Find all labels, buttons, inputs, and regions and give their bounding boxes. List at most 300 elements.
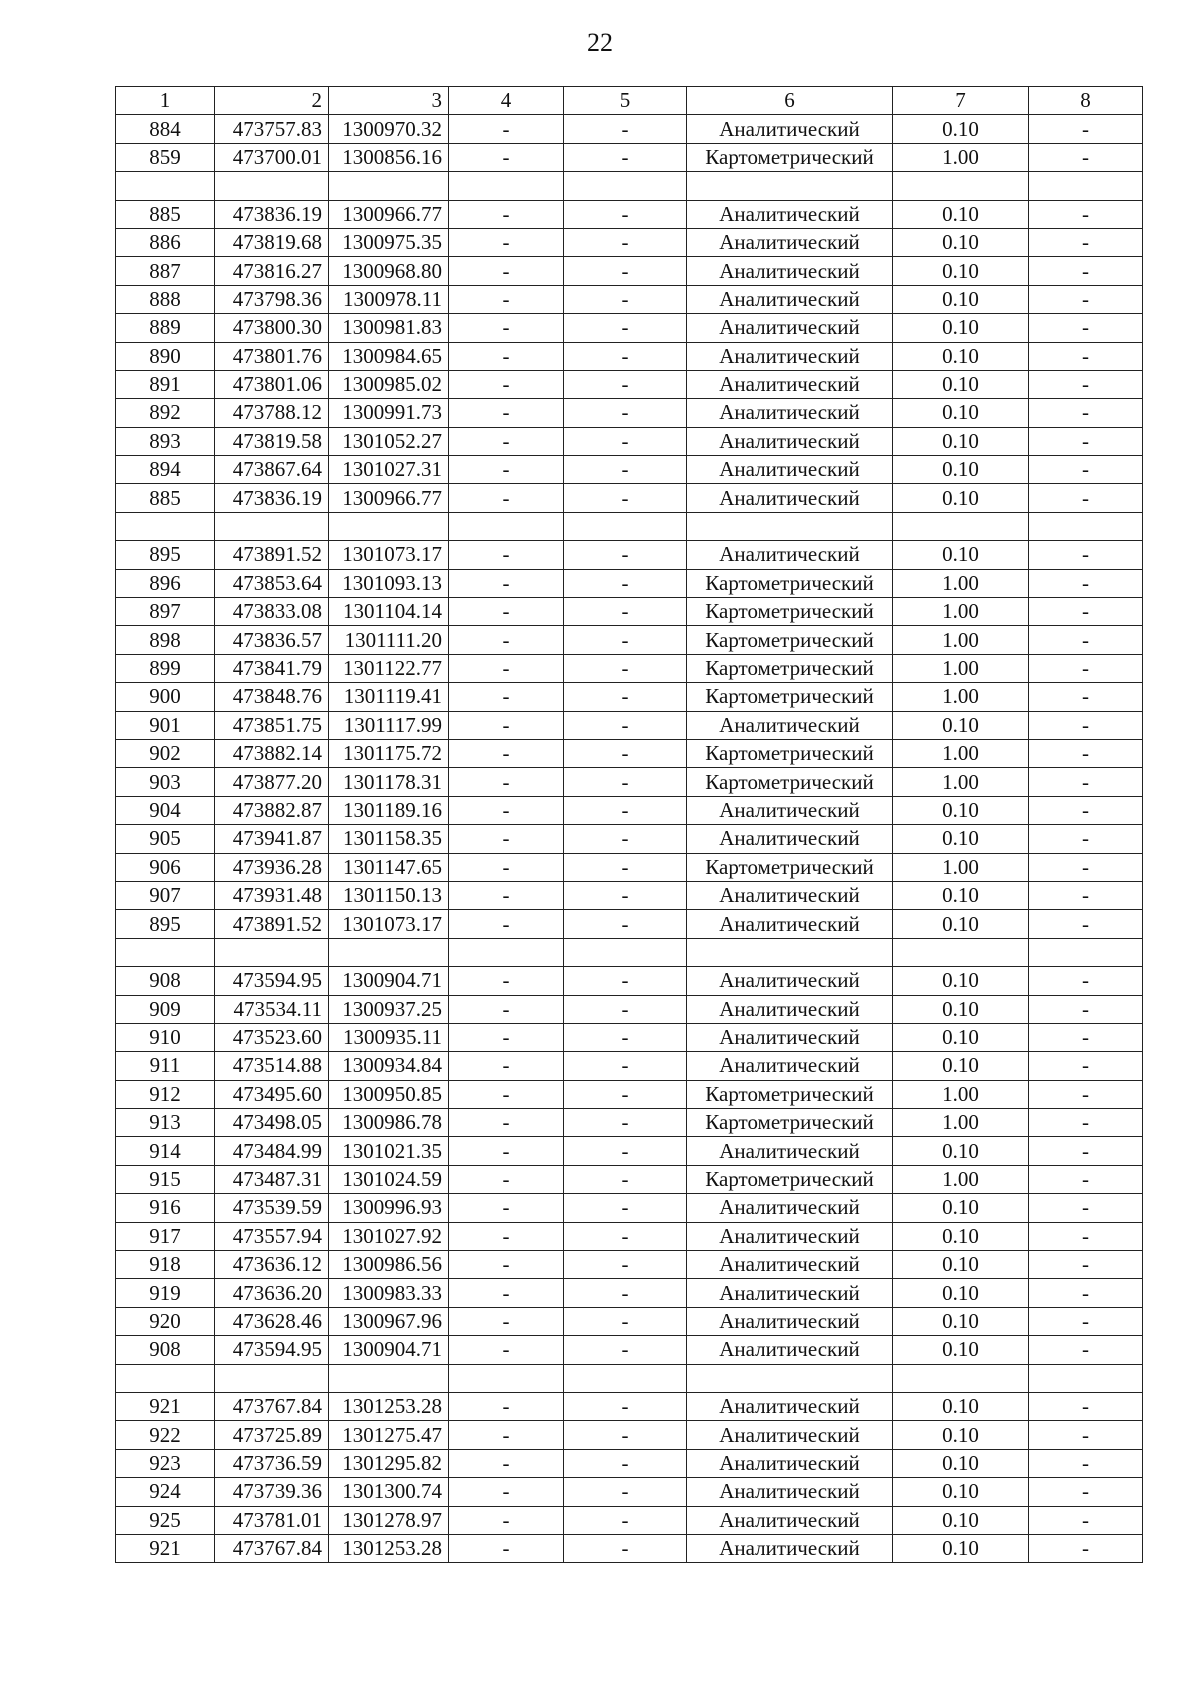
cell-col-2: 473594.95 bbox=[215, 1336, 329, 1364]
header-cell-col-7: 7 bbox=[893, 87, 1029, 115]
cell-col-7 bbox=[893, 1364, 1029, 1392]
cell-col-1: 893 bbox=[116, 427, 215, 455]
cell-col-5: - bbox=[564, 1137, 687, 1165]
cell-col-7: 0.10 bbox=[893, 1506, 1029, 1534]
cell-col-8: - bbox=[1029, 285, 1143, 313]
cell-col-2: 473891.52 bbox=[215, 541, 329, 569]
cell-col-3: 1301253.28 bbox=[329, 1534, 449, 1562]
cell-col-5 bbox=[564, 512, 687, 540]
cell-col-7: 1.00 bbox=[893, 739, 1029, 767]
cell-col-2: 473853.64 bbox=[215, 569, 329, 597]
cell-col-4: - bbox=[449, 768, 564, 796]
cell-col-7: 0.10 bbox=[893, 541, 1029, 569]
cell-col-3: 1301117.99 bbox=[329, 711, 449, 739]
table-row bbox=[116, 143, 1143, 171]
cell-col-8: - bbox=[1029, 1165, 1143, 1193]
cell-col-6: Аналитический bbox=[687, 370, 893, 398]
cell-col-5: - bbox=[564, 1165, 687, 1193]
table-row bbox=[116, 995, 1143, 1023]
cell-col-2: 473757.83 bbox=[215, 115, 329, 143]
table-row bbox=[116, 512, 1143, 540]
table-row bbox=[116, 484, 1143, 512]
cell-col-4: - bbox=[449, 1109, 564, 1137]
cell-col-8: - bbox=[1029, 853, 1143, 881]
cell-col-5: - bbox=[564, 1336, 687, 1364]
cell-col-6 bbox=[687, 938, 893, 966]
cell-col-1: 890 bbox=[116, 342, 215, 370]
cell-col-3: 1300967.96 bbox=[329, 1307, 449, 1335]
cell-col-6: Аналитический bbox=[687, 427, 893, 455]
cell-col-6: Картометрический bbox=[687, 739, 893, 767]
cell-col-8: - bbox=[1029, 796, 1143, 824]
cell-col-8: - bbox=[1029, 654, 1143, 682]
cell-col-3: 1301278.97 bbox=[329, 1506, 449, 1534]
table-row bbox=[116, 1449, 1143, 1477]
cell-col-4: - bbox=[449, 1194, 564, 1222]
cell-col-3: 1301150.13 bbox=[329, 881, 449, 909]
cell-col-5: - bbox=[564, 399, 687, 427]
cell-col-1: 897 bbox=[116, 598, 215, 626]
cell-col-8: - bbox=[1029, 1392, 1143, 1420]
cell-col-5: - bbox=[564, 626, 687, 654]
cell-col-3: 1300978.11 bbox=[329, 285, 449, 313]
cell-col-1: 922 bbox=[116, 1421, 215, 1449]
cell-col-2: 473848.76 bbox=[215, 683, 329, 711]
cell-col-5: - bbox=[564, 1052, 687, 1080]
cell-col-2: 473767.84 bbox=[215, 1392, 329, 1420]
cell-col-5 bbox=[564, 1364, 687, 1392]
cell-col-2: 473819.58 bbox=[215, 427, 329, 455]
cell-col-7: 0.10 bbox=[893, 967, 1029, 995]
cell-col-2: 473523.60 bbox=[215, 1023, 329, 1051]
cell-col-3: 1300986.78 bbox=[329, 1109, 449, 1137]
cell-col-8: - bbox=[1029, 768, 1143, 796]
cell-col-6: Аналитический bbox=[687, 1478, 893, 1506]
cell-col-4: - bbox=[449, 541, 564, 569]
cell-col-8 bbox=[1029, 172, 1143, 200]
cell-col-2: 473836.19 bbox=[215, 484, 329, 512]
cell-col-7: 0.10 bbox=[893, 342, 1029, 370]
cell-col-7: 0.10 bbox=[893, 1336, 1029, 1364]
cell-col-6: Аналитический bbox=[687, 910, 893, 938]
cell-col-8 bbox=[1029, 1364, 1143, 1392]
cell-col-4: - bbox=[449, 257, 564, 285]
cell-col-8: - bbox=[1029, 1421, 1143, 1449]
cell-col-5: - bbox=[564, 456, 687, 484]
cell-col-5: - bbox=[564, 143, 687, 171]
cell-col-4: - bbox=[449, 484, 564, 512]
cell-col-8: - bbox=[1029, 200, 1143, 228]
cell-col-7: 0.10 bbox=[893, 1392, 1029, 1420]
cell-col-8: - bbox=[1029, 1194, 1143, 1222]
cell-col-3 bbox=[329, 938, 449, 966]
cell-col-7: 1.00 bbox=[893, 683, 1029, 711]
cell-col-5: - bbox=[564, 314, 687, 342]
cell-col-8: - bbox=[1029, 1251, 1143, 1279]
cell-col-7: 0.10 bbox=[893, 1478, 1029, 1506]
table-row bbox=[116, 1392, 1143, 1420]
table-row bbox=[116, 1478, 1143, 1506]
cell-col-4 bbox=[449, 512, 564, 540]
cell-col-1: 887 bbox=[116, 257, 215, 285]
cell-col-6: Аналитический bbox=[687, 484, 893, 512]
cell-col-7: 0.10 bbox=[893, 1137, 1029, 1165]
cell-col-3: 1301158.35 bbox=[329, 825, 449, 853]
table-row bbox=[116, 938, 1143, 966]
cell-col-7: 0.10 bbox=[893, 711, 1029, 739]
table-row bbox=[116, 1194, 1143, 1222]
cell-col-1: 885 bbox=[116, 484, 215, 512]
cell-col-2: 473498.05 bbox=[215, 1109, 329, 1137]
table-row bbox=[116, 910, 1143, 938]
cell-col-3: 1301073.17 bbox=[329, 910, 449, 938]
cell-col-7: 0.10 bbox=[893, 1222, 1029, 1250]
cell-col-2: 473636.12 bbox=[215, 1251, 329, 1279]
cell-col-5: - bbox=[564, 967, 687, 995]
cell-col-2 bbox=[215, 172, 329, 200]
cell-col-8: - bbox=[1029, 967, 1143, 995]
cell-col-6: Аналитический bbox=[687, 257, 893, 285]
cell-col-1: 901 bbox=[116, 711, 215, 739]
cell-col-1: 907 bbox=[116, 881, 215, 909]
cell-col-8: - bbox=[1029, 1307, 1143, 1335]
cell-col-6: Аналитический bbox=[687, 1251, 893, 1279]
cell-col-4 bbox=[449, 938, 564, 966]
cell-col-4: - bbox=[449, 654, 564, 682]
cell-col-2 bbox=[215, 1364, 329, 1392]
cell-col-8: - bbox=[1029, 484, 1143, 512]
header-cell-col-8: 8 bbox=[1029, 87, 1143, 115]
table-row bbox=[116, 228, 1143, 256]
cell-col-2 bbox=[215, 938, 329, 966]
cell-col-3: 1301122.77 bbox=[329, 654, 449, 682]
cell-col-3: 1301175.72 bbox=[329, 739, 449, 767]
cell-col-1: 912 bbox=[116, 1080, 215, 1108]
cell-col-5: - bbox=[564, 1478, 687, 1506]
cell-col-3: 1300968.80 bbox=[329, 257, 449, 285]
cell-col-7: 1.00 bbox=[893, 1165, 1029, 1193]
cell-col-3: 1300904.71 bbox=[329, 1336, 449, 1364]
cell-col-1: 921 bbox=[116, 1392, 215, 1420]
cell-col-7: 0.10 bbox=[893, 825, 1029, 853]
cell-col-1: 913 bbox=[116, 1109, 215, 1137]
cell-col-4: - bbox=[449, 200, 564, 228]
cell-col-1: 896 bbox=[116, 569, 215, 597]
cell-col-5: - bbox=[564, 1194, 687, 1222]
cell-col-4 bbox=[449, 172, 564, 200]
table-row bbox=[116, 200, 1143, 228]
cell-col-7: 0.10 bbox=[893, 285, 1029, 313]
cell-col-4: - bbox=[449, 881, 564, 909]
cell-col-1: 921 bbox=[116, 1534, 215, 1562]
cell-col-1: 904 bbox=[116, 796, 215, 824]
cell-col-1: 885 bbox=[116, 200, 215, 228]
cell-col-6: Картометрический bbox=[687, 1080, 893, 1108]
cell-col-1: 918 bbox=[116, 1251, 215, 1279]
cell-col-7: 0.10 bbox=[893, 1421, 1029, 1449]
cell-col-1 bbox=[116, 938, 215, 966]
cell-col-2: 473836.19 bbox=[215, 200, 329, 228]
cell-col-8: - bbox=[1029, 1052, 1143, 1080]
cell-col-8: - bbox=[1029, 1506, 1143, 1534]
cell-col-7: 0.10 bbox=[893, 1052, 1029, 1080]
cell-col-4: - bbox=[449, 1023, 564, 1051]
cell-col-2: 473767.84 bbox=[215, 1534, 329, 1562]
cell-col-5: - bbox=[564, 484, 687, 512]
cell-col-2: 473739.36 bbox=[215, 1478, 329, 1506]
table-row bbox=[116, 456, 1143, 484]
cell-col-7 bbox=[893, 512, 1029, 540]
cell-col-7: 0.10 bbox=[893, 257, 1029, 285]
header-cell-col-5: 5 bbox=[564, 87, 687, 115]
cell-col-6: Аналитический bbox=[687, 1449, 893, 1477]
header-row bbox=[116, 87, 1143, 115]
cell-col-6: Аналитический bbox=[687, 881, 893, 909]
cell-col-6: Картометрический bbox=[687, 1109, 893, 1137]
cell-col-7: 0.10 bbox=[893, 1534, 1029, 1562]
cell-col-6: Картометрический bbox=[687, 654, 893, 682]
cell-col-3: 1301147.65 bbox=[329, 853, 449, 881]
cell-col-2: 473800.30 bbox=[215, 314, 329, 342]
cell-col-7: 0.10 bbox=[893, 1279, 1029, 1307]
cell-col-6: Аналитический bbox=[687, 1307, 893, 1335]
cell-col-3: 1301024.59 bbox=[329, 1165, 449, 1193]
cell-col-8: - bbox=[1029, 115, 1143, 143]
cell-col-3: 1301027.92 bbox=[329, 1222, 449, 1250]
cell-col-3: 1300984.65 bbox=[329, 342, 449, 370]
cell-col-6: Аналитический bbox=[687, 995, 893, 1023]
cell-col-7: 0.10 bbox=[893, 1449, 1029, 1477]
cell-col-4: - bbox=[449, 1080, 564, 1108]
cell-col-8: - bbox=[1029, 399, 1143, 427]
table-row bbox=[116, 1364, 1143, 1392]
cell-col-6: Аналитический bbox=[687, 399, 893, 427]
cell-col-4: - bbox=[449, 1279, 564, 1307]
cell-col-6: Аналитический bbox=[687, 541, 893, 569]
cell-col-2: 473495.60 bbox=[215, 1080, 329, 1108]
cell-col-3: 1300986.56 bbox=[329, 1251, 449, 1279]
cell-col-7: 0.10 bbox=[893, 200, 1029, 228]
cell-col-6: Картометрический bbox=[687, 683, 893, 711]
cell-col-5: - bbox=[564, 1392, 687, 1420]
cell-col-3: 1300950.85 bbox=[329, 1080, 449, 1108]
cell-col-1: 895 bbox=[116, 541, 215, 569]
cell-col-2: 473628.46 bbox=[215, 1307, 329, 1335]
cell-col-7: 1.00 bbox=[893, 853, 1029, 881]
cell-col-4: - bbox=[449, 1534, 564, 1562]
cell-col-1: 898 bbox=[116, 626, 215, 654]
cell-col-8: - bbox=[1029, 1478, 1143, 1506]
cell-col-7: 1.00 bbox=[893, 626, 1029, 654]
cell-col-4: - bbox=[449, 626, 564, 654]
table-row bbox=[116, 598, 1143, 626]
cell-col-2: 473484.99 bbox=[215, 1137, 329, 1165]
cell-col-3: 1300966.77 bbox=[329, 200, 449, 228]
cell-col-6: Аналитический bbox=[687, 967, 893, 995]
cell-col-1: 886 bbox=[116, 228, 215, 256]
cell-col-8: - bbox=[1029, 1336, 1143, 1364]
cell-col-4: - bbox=[449, 1336, 564, 1364]
cell-col-6: Картометрический bbox=[687, 143, 893, 171]
cell-col-6: Аналитический bbox=[687, 1421, 893, 1449]
cell-col-5: - bbox=[564, 853, 687, 881]
cell-col-8: - bbox=[1029, 1222, 1143, 1250]
table-row bbox=[116, 342, 1143, 370]
cell-col-5: - bbox=[564, 796, 687, 824]
cell-col-3: 1300996.93 bbox=[329, 1194, 449, 1222]
cell-col-8: - bbox=[1029, 143, 1143, 171]
cell-col-6 bbox=[687, 1364, 893, 1392]
cell-col-1: 917 bbox=[116, 1222, 215, 1250]
cell-col-8: - bbox=[1029, 626, 1143, 654]
cell-col-5: - bbox=[564, 1251, 687, 1279]
table-row bbox=[116, 881, 1143, 909]
cell-col-8: - bbox=[1029, 995, 1143, 1023]
cell-col-3: 1301027.31 bbox=[329, 456, 449, 484]
cell-col-5: - bbox=[564, 1449, 687, 1477]
cell-col-2: 473851.75 bbox=[215, 711, 329, 739]
table-row bbox=[116, 1137, 1143, 1165]
cell-col-4: - bbox=[449, 399, 564, 427]
cell-col-4: - bbox=[449, 711, 564, 739]
cell-col-4: - bbox=[449, 1506, 564, 1534]
cell-col-7: 1.00 bbox=[893, 768, 1029, 796]
table-row bbox=[116, 1109, 1143, 1137]
table-row bbox=[116, 1506, 1143, 1534]
table-row bbox=[116, 285, 1143, 313]
cell-col-1: 906 bbox=[116, 853, 215, 881]
table-row bbox=[116, 427, 1143, 455]
cell-col-4: - bbox=[449, 1137, 564, 1165]
cell-col-3: 1301093.13 bbox=[329, 569, 449, 597]
cell-col-1: 915 bbox=[116, 1165, 215, 1193]
cell-col-4: - bbox=[449, 1392, 564, 1420]
cell-col-5: - bbox=[564, 768, 687, 796]
cell-col-1: 914 bbox=[116, 1137, 215, 1165]
cell-col-4: - bbox=[449, 427, 564, 455]
cell-col-5: - bbox=[564, 1421, 687, 1449]
cell-col-1: 892 bbox=[116, 399, 215, 427]
cell-col-5 bbox=[564, 172, 687, 200]
cell-col-4: - bbox=[449, 456, 564, 484]
cell-col-6: Аналитический bbox=[687, 825, 893, 853]
cell-col-5: - bbox=[564, 257, 687, 285]
cell-col-4: - bbox=[449, 1449, 564, 1477]
cell-col-1 bbox=[116, 512, 215, 540]
table-row bbox=[116, 1222, 1143, 1250]
cell-col-7: 1.00 bbox=[893, 598, 1029, 626]
cell-col-7: 0.10 bbox=[893, 456, 1029, 484]
cell-col-7: 0.10 bbox=[893, 370, 1029, 398]
cell-col-6: Аналитический bbox=[687, 796, 893, 824]
cell-col-1: 911 bbox=[116, 1052, 215, 1080]
cell-col-6: Аналитический bbox=[687, 1392, 893, 1420]
cell-col-6: Аналитический bbox=[687, 285, 893, 313]
cell-col-2: 473841.79 bbox=[215, 654, 329, 682]
cell-col-8: - bbox=[1029, 257, 1143, 285]
cell-col-6: Аналитический bbox=[687, 1023, 893, 1051]
table-row bbox=[116, 399, 1143, 427]
cell-col-1: 859 bbox=[116, 143, 215, 171]
cell-col-5: - bbox=[564, 342, 687, 370]
cell-col-3: 1301275.47 bbox=[329, 1421, 449, 1449]
cell-col-7: 1.00 bbox=[893, 143, 1029, 171]
cell-col-7: 0.10 bbox=[893, 796, 1029, 824]
header-cell-col-2: 2 bbox=[215, 87, 329, 115]
cell-col-4: - bbox=[449, 228, 564, 256]
cell-col-7: 0.10 bbox=[893, 1307, 1029, 1335]
cell-col-6 bbox=[687, 512, 893, 540]
cell-col-3: 1301178.31 bbox=[329, 768, 449, 796]
table-row bbox=[116, 1165, 1143, 1193]
cell-col-8: - bbox=[1029, 1137, 1143, 1165]
cell-col-4: - bbox=[449, 1478, 564, 1506]
cell-col-2: 473833.08 bbox=[215, 598, 329, 626]
cell-col-8: - bbox=[1029, 1080, 1143, 1108]
cell-col-2: 473941.87 bbox=[215, 825, 329, 853]
cell-col-6: Аналитический bbox=[687, 342, 893, 370]
cell-col-2: 473700.01 bbox=[215, 143, 329, 171]
cell-col-8: - bbox=[1029, 228, 1143, 256]
cell-col-5: - bbox=[564, 115, 687, 143]
table-row bbox=[116, 370, 1143, 398]
cell-col-1: 884 bbox=[116, 115, 215, 143]
cell-col-8: - bbox=[1029, 314, 1143, 342]
cell-col-2: 473836.57 bbox=[215, 626, 329, 654]
header-cell-col-1: 1 bbox=[116, 87, 215, 115]
cell-col-5: - bbox=[564, 427, 687, 455]
cell-col-2: 473819.68 bbox=[215, 228, 329, 256]
cell-col-3: 1301253.28 bbox=[329, 1392, 449, 1420]
cell-col-4: - bbox=[449, 1307, 564, 1335]
cell-col-7: 0.10 bbox=[893, 1023, 1029, 1051]
cell-col-3: 1300937.25 bbox=[329, 995, 449, 1023]
cell-col-2: 473882.87 bbox=[215, 796, 329, 824]
cell-col-2: 473781.01 bbox=[215, 1506, 329, 1534]
table-body bbox=[116, 87, 1143, 1563]
cell-col-3: 1300935.11 bbox=[329, 1023, 449, 1051]
cell-col-5: - bbox=[564, 683, 687, 711]
cell-col-6: Аналитический bbox=[687, 1506, 893, 1534]
cell-col-7: 0.10 bbox=[893, 881, 1029, 909]
cell-col-1: 891 bbox=[116, 370, 215, 398]
cell-col-8: - bbox=[1029, 427, 1143, 455]
cell-col-5: - bbox=[564, 995, 687, 1023]
cell-col-8: - bbox=[1029, 598, 1143, 626]
cell-col-6: Картометрический bbox=[687, 626, 893, 654]
cell-col-1: 920 bbox=[116, 1307, 215, 1335]
cell-col-4: - bbox=[449, 995, 564, 1023]
cell-col-4: - bbox=[449, 825, 564, 853]
cell-col-3: 1301295.82 bbox=[329, 1449, 449, 1477]
table-row bbox=[116, 1336, 1143, 1364]
cell-col-1: 894 bbox=[116, 456, 215, 484]
cell-col-6 bbox=[687, 172, 893, 200]
cell-col-5: - bbox=[564, 825, 687, 853]
table-row bbox=[116, 768, 1143, 796]
table-row bbox=[116, 314, 1143, 342]
cell-col-2: 473801.76 bbox=[215, 342, 329, 370]
cell-col-4 bbox=[449, 1364, 564, 1392]
cell-col-1 bbox=[116, 1364, 215, 1392]
cell-col-2: 473539.59 bbox=[215, 1194, 329, 1222]
cell-col-4: - bbox=[449, 910, 564, 938]
cell-col-3: 1301021.35 bbox=[329, 1137, 449, 1165]
cell-col-7: 0.10 bbox=[893, 484, 1029, 512]
cell-col-5: - bbox=[564, 1109, 687, 1137]
cell-col-8: - bbox=[1029, 910, 1143, 938]
cell-col-8: - bbox=[1029, 1109, 1143, 1137]
